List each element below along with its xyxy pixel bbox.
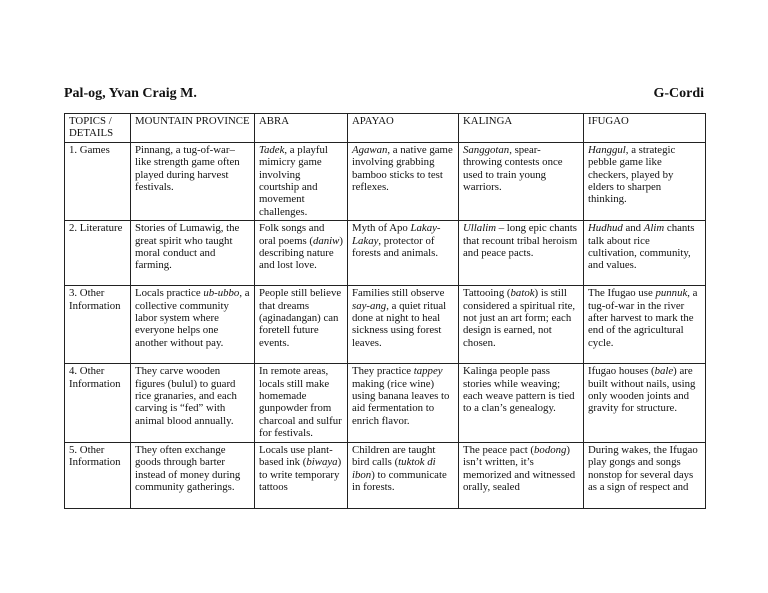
- table-cell: [131, 442, 255, 508]
- italic-term: Sanggotan: [463, 143, 510, 156]
- table-cell: [131, 286, 255, 364]
- cell-text: Locals use plant-based ink (: [259, 443, 333, 469]
- italic-term: punnuk: [655, 287, 688, 300]
- table-cell: [255, 286, 348, 364]
- cell-text: ) are built without nails, using only wooden joints and gravity for structure.: [588, 365, 696, 415]
- table-header-row: [65, 114, 706, 143]
- cell-text: ) describing nature and lost love.: [259, 234, 343, 272]
- cell-text: , a native game involving grabbing bamboo sticks to test reflexes.: [352, 143, 453, 194]
- topic-cell: 4. Other Information: [65, 364, 131, 442]
- topic-cell: 5. Other Information: [65, 442, 131, 508]
- italic-term: Alim: [643, 222, 665, 235]
- table-body: [65, 142, 706, 508]
- italic-term: Tadek: [259, 143, 285, 156]
- cell-text: Pinnang, a tug-of-war–like strength game often played during harvest festivals.: [135, 143, 240, 194]
- italic-term: bodong: [534, 443, 567, 456]
- italic-term: ub-ubbo: [203, 287, 240, 300]
- column-header: IFUGAO: [584, 114, 706, 143]
- cell-text: Myth of Apo: [352, 222, 411, 235]
- italic-term: Agawan: [352, 143, 388, 156]
- italic-term: batok: [510, 287, 535, 300]
- italic-term: biwaya: [306, 456, 338, 469]
- column-header: KALINGA: [459, 114, 584, 143]
- topic-cell: 1. Games: [65, 142, 131, 220]
- table-row: [65, 364, 706, 442]
- italic-term: Lakay-Lakay: [352, 222, 441, 247]
- table-cell: [459, 286, 584, 364]
- table-cell: [348, 221, 459, 286]
- cell-text: , a playful mimicry game involving courtship and movement challenges.: [259, 143, 328, 218]
- column-header: MOUNTAIN PROVINCE: [131, 114, 255, 143]
- table-cell: [348, 442, 459, 508]
- cell-text: ) isn’t written, it’s memorized and witnessed orally, sealed: [463, 443, 576, 493]
- cell-text: , a quiet ritual done at night to heal sickness using forest leaves.: [352, 299, 447, 349]
- table-cell: [459, 221, 584, 286]
- cell-text: chants talk about rice cultivation, community, and values.: [588, 222, 695, 272]
- table-cell: [348, 142, 459, 220]
- table-row: [65, 221, 706, 286]
- table-cell: [255, 221, 348, 286]
- document-header: [64, 86, 704, 108]
- cell-text: Children are taught bird calls (: [352, 443, 436, 469]
- cell-text: , protector of forests and animals.: [352, 234, 439, 260]
- cell-text: Tattooing (: [463, 287, 511, 300]
- italic-term: Hudhud: [588, 222, 623, 235]
- italic-term: daniw: [312, 234, 340, 247]
- cell-text: The peace pact (: [463, 443, 535, 456]
- table-cell: [584, 142, 706, 220]
- cell-text: , a collective community labor system where everyone helps one another without pay.: [135, 287, 250, 349]
- table-cell: [584, 221, 706, 286]
- section-label: G-Cordi: [653, 86, 704, 101]
- topic-cell: 2. Literature: [65, 221, 131, 286]
- cell-text: ) to write temporary tattoos: [259, 456, 342, 493]
- table-cell: [584, 442, 706, 508]
- cell-text: , a tug-of-war in the river after harvest to mark the end of the agricultural cycle.: [588, 287, 698, 349]
- cell-text: , a strategic pebble game like checkers, played by elders to sharpen thinking.: [588, 143, 676, 206]
- topic-cell: 3. Other Information: [65, 286, 131, 364]
- table-row: [65, 286, 706, 364]
- table-cell: [348, 364, 459, 442]
- column-header: ABRA: [255, 114, 348, 143]
- table-cell: [255, 142, 348, 220]
- italic-term: Hanggul: [588, 143, 626, 156]
- cell-text: They carve wooden figures (bulul) to guard rice granaries, and each carving is “fed” with animal blood annually.: [135, 365, 237, 427]
- table-cell: [459, 364, 584, 442]
- cell-text: and: [622, 222, 644, 235]
- table-cell: [131, 221, 255, 286]
- italic-term: bale: [654, 365, 674, 378]
- table-cell: [131, 142, 255, 220]
- cell-text: – long epic chants that recount tribal heroism and peace pacts.: [463, 222, 578, 260]
- cell-text: Kalinga people pass stories while weaving; each weave pattern is tied to a clan’s genealogy.: [463, 365, 575, 415]
- cell-text: , spear-throwing contests once used to train young warriors.: [463, 143, 563, 194]
- table-cell: [131, 364, 255, 442]
- table-cell: [584, 364, 706, 442]
- cordillera-comparison-table: [64, 113, 706, 509]
- table-cell: [584, 286, 706, 364]
- cell-text: Locals practice: [135, 287, 204, 300]
- table-row: [65, 142, 706, 220]
- cell-text: In remote areas, locals still make homemade gunpowder from charcoal and sulfur for festivals.: [259, 365, 342, 440]
- cell-text: making (rice wine) using banana leaves to aid fermentation to enrich flavor.: [352, 377, 450, 427]
- cell-text: Families still observe: [352, 287, 445, 300]
- table-cell: [255, 442, 348, 508]
- table-cell: [255, 364, 348, 442]
- table-cell: [459, 142, 584, 220]
- column-header: APAYAO: [348, 114, 459, 143]
- cell-text: ) to communicate in forests.: [352, 468, 447, 493]
- cell-text: Folk songs and oral poems (: [259, 222, 325, 247]
- cell-text: They practice: [352, 365, 414, 378]
- student-name: Pal-og, Yvan Craig M.: [64, 86, 197, 101]
- italic-term: tuktok di ibon: [352, 456, 436, 481]
- cell-text: They often exchange goods through barter instead of money during community gatherings.: [135, 443, 241, 493]
- italic-term: say-ang: [352, 299, 387, 312]
- cell-text: The Ifugao use: [588, 287, 656, 300]
- italic-term: tappey: [413, 365, 443, 378]
- cell-text: People still believe that dreams (aginadangan) can foretell future events.: [259, 287, 342, 349]
- cell-text: ) is still considered a spiritual rite, not just an art form; each design is earned, not chosen.: [463, 287, 576, 349]
- italic-term: Ullalim: [463, 222, 496, 235]
- table-cell: [459, 442, 584, 508]
- cell-text: Stories of Lumawig, the great spirit who taught moral conduct and farming.: [135, 222, 240, 272]
- cell-text: During wakes, the Ifugao play gongs and songs nonstop for several days as a sign of respect and: [588, 443, 698, 493]
- cell-text: Ifugao houses (: [588, 365, 655, 378]
- table-cell: [348, 286, 459, 364]
- column-header: TOPICS / DETAILS: [65, 114, 131, 143]
- table-row: [65, 442, 706, 508]
